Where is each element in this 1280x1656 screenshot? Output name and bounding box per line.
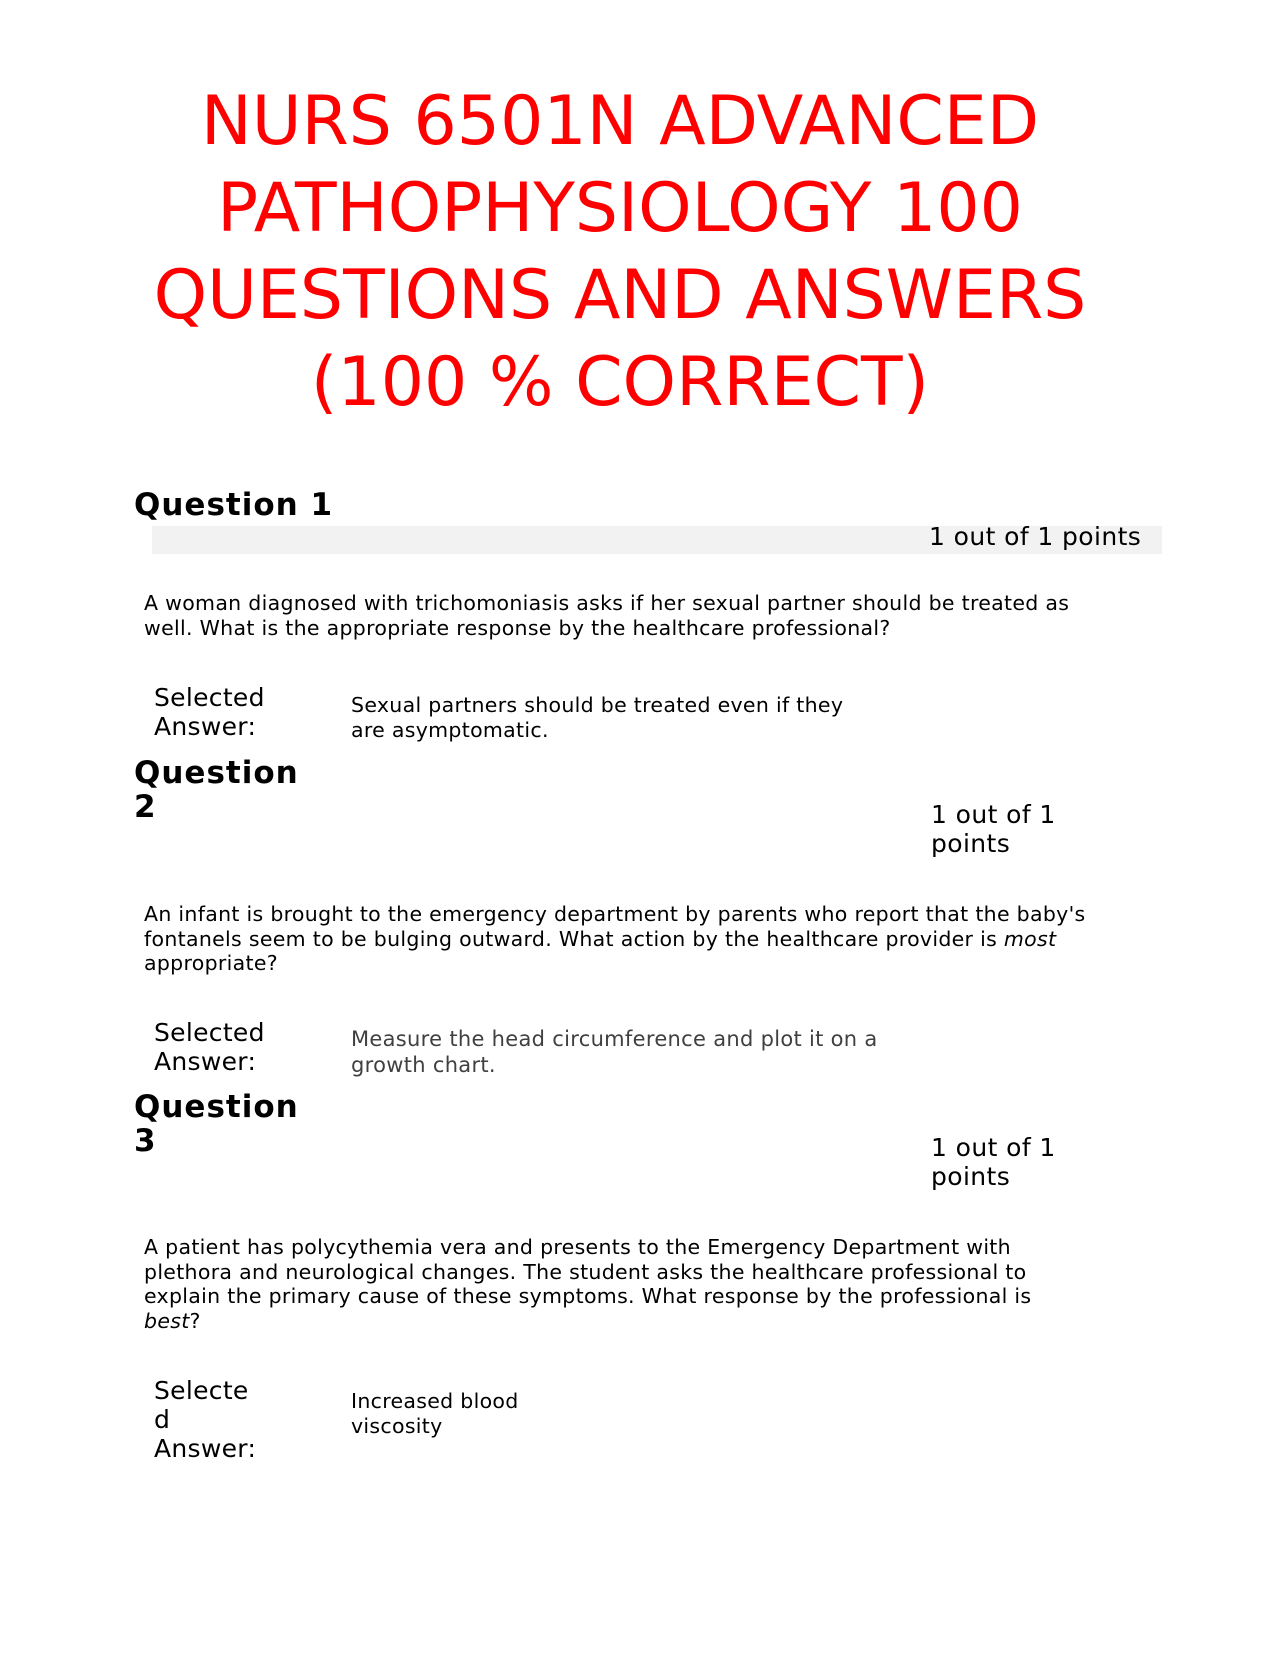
question-1-points: 1 out of 1 points bbox=[929, 522, 1142, 551]
question-1-heading: Question 1 bbox=[134, 487, 334, 523]
question-3-text bbox=[144, 1235, 1044, 1333]
question-2-text-part: An infant is brought to the emergency department by parents who report that the baby's fontanels seem to be bulging outward. What action by the healthcare provider is bbox=[144, 902, 1086, 951]
title-line: PATHOPHYSIOLOGY 100 bbox=[217, 169, 1023, 248]
question-3-heading-line: Question bbox=[134, 1089, 299, 1125]
question-3-selected-label bbox=[154, 1376, 294, 1463]
question-1-selected-label: Selected Answer: bbox=[154, 683, 265, 741]
question-3-heading-line: 3 bbox=[134, 1123, 157, 1159]
question-1-text: A woman diagnosed with trichomoniasis asks if her sexual partner should be treated as well. What is the appropriate response by the healthcare professional? bbox=[144, 591, 1070, 640]
document-title bbox=[60, 78, 1180, 426]
question-3-points-line: points bbox=[931, 1162, 1011, 1191]
question-2-selected-label: Selected Answer: bbox=[154, 1018, 265, 1076]
question-1-selected-answer: Sexual partners should be treated even if they are asymptomatic. bbox=[351, 693, 844, 742]
question-2-points bbox=[931, 800, 1091, 858]
question-3-selected-label-line: Answer: bbox=[154, 1434, 257, 1463]
question-2-heading-line: Question bbox=[134, 755, 299, 791]
question-3-selected-answer: Increased blood viscosity bbox=[351, 1389, 519, 1438]
question-3-points-line: 1 out of 1 bbox=[931, 1133, 1056, 1162]
question-3-selected-label-line: d bbox=[154, 1405, 171, 1434]
question-3-heading bbox=[134, 1090, 354, 1158]
question-2-heading bbox=[134, 756, 354, 824]
question-3-text-part: ? bbox=[189, 1308, 201, 1333]
question-2-points-line: points bbox=[931, 829, 1011, 858]
question-3-text-emphasis: best bbox=[144, 1308, 190, 1333]
title-line: NURS 6501N ADVANCED bbox=[200, 82, 1040, 161]
question-2-points-line: 1 out of 1 bbox=[931, 800, 1056, 829]
question-2-text-part: appropriate? bbox=[144, 951, 278, 975]
title-line: QUESTIONS AND ANSWERS bbox=[153, 256, 1087, 335]
question-2-text bbox=[144, 902, 1144, 976]
question-3-selected-label-line: Selecte bbox=[154, 1376, 249, 1405]
question-3-points bbox=[931, 1133, 1091, 1191]
question-2-selected-answer: Measure the head circumference and plot it on a growth chart. bbox=[351, 1027, 878, 1077]
question-2-text-emphasis: most bbox=[1003, 926, 1057, 951]
question-3-text-part: A patient has polycythemia vera and presents to the Emergency Department with plethora and neurological changes. The student asks the healthcare professional to explain the primary cause of these symptoms. What response by the professional is bbox=[144, 1235, 1032, 1308]
question-2-heading-line: 2 bbox=[134, 789, 157, 825]
title-line: (100 % CORRECT) bbox=[310, 343, 930, 422]
